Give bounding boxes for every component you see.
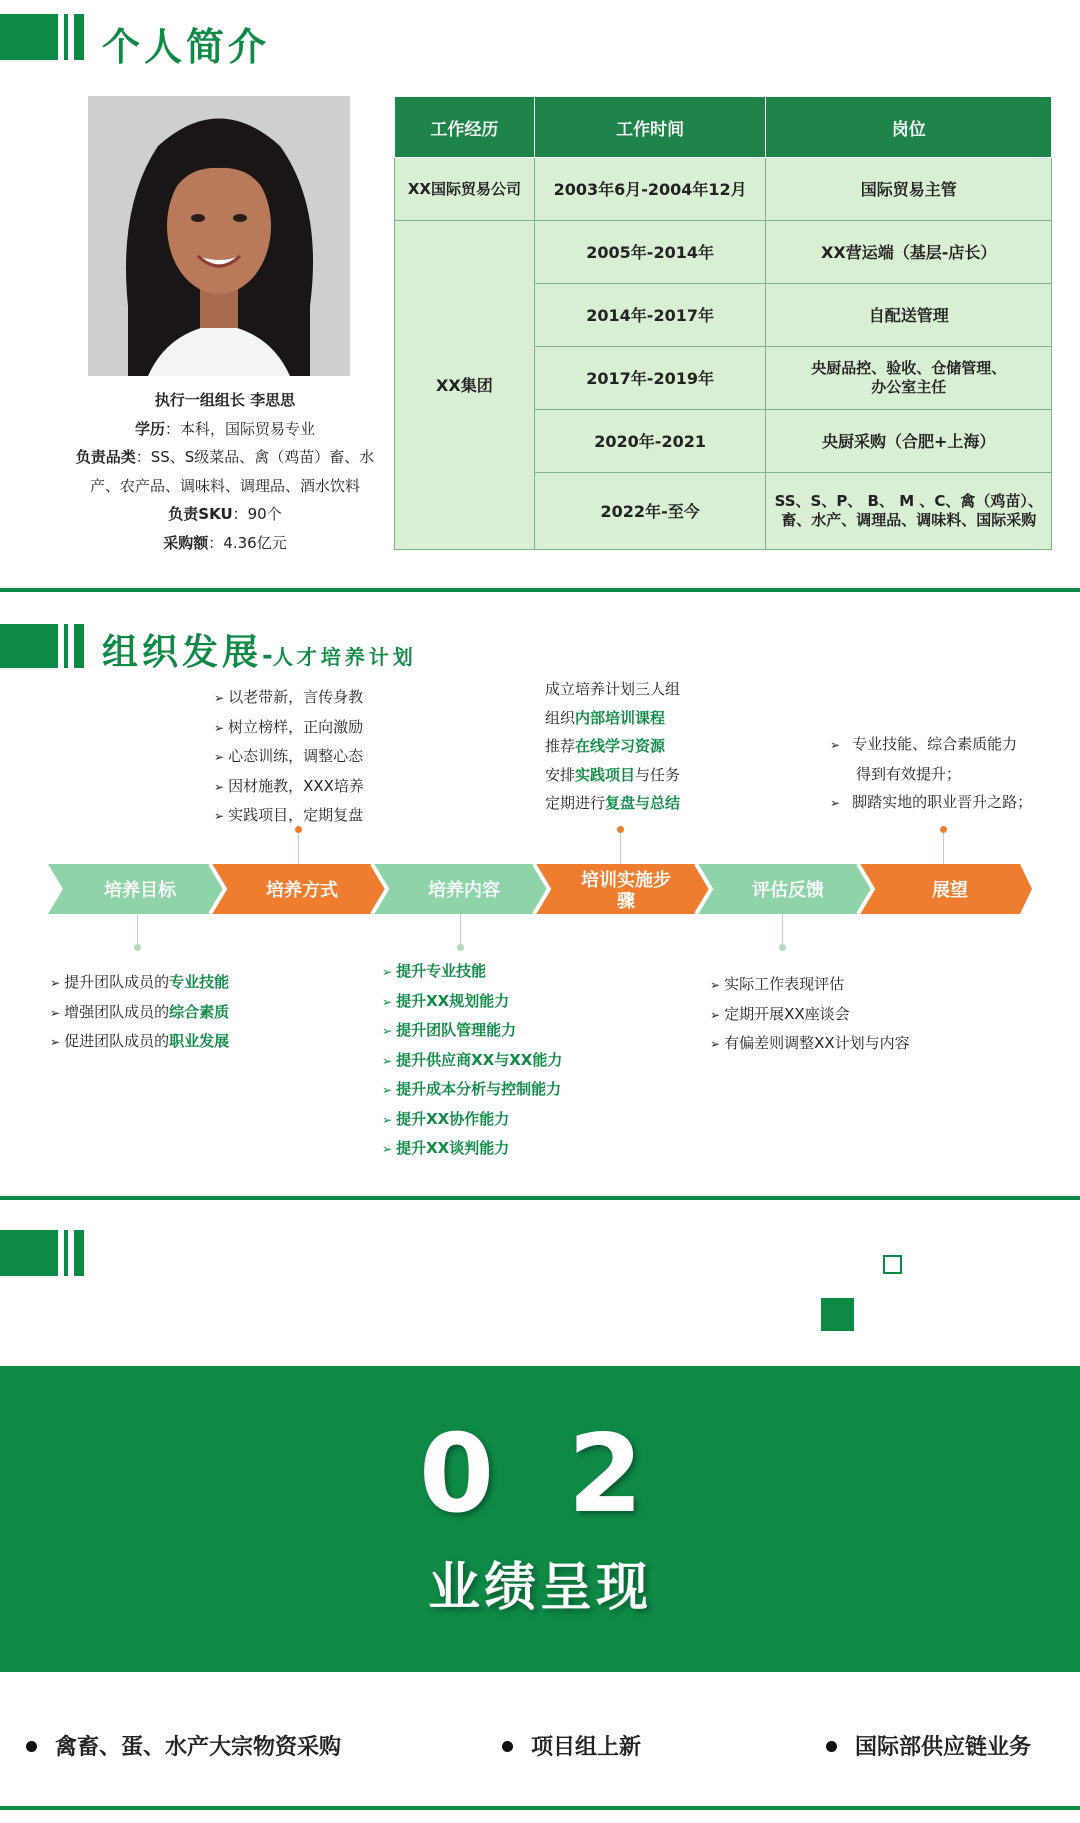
text-part: 与任务 <box>635 765 681 784</box>
connector-dot <box>940 826 947 833</box>
text-part: 推荐 <box>545 737 576 755</box>
arrow-icon: ➢ <box>710 1037 721 1051</box>
list-item-text: 提升XX规划能力 <box>396 991 510 1010</box>
section-title-profile: 个人简介 <box>102 25 271 69</box>
arrow-icon: ➢ <box>382 1112 393 1127</box>
time-cell: 2014年-2017年 <box>534 284 766 347</box>
section-header-bar-stripe <box>64 624 68 668</box>
list-item <box>545 789 680 818</box>
process-chevrons <box>48 864 1032 914</box>
post-line-2: 办公室主任 <box>871 378 947 396</box>
post-cell <box>766 473 1052 550</box>
list-item <box>214 742 364 772</box>
connector-line <box>460 914 461 948</box>
list-item-text: 脚踏实地的职业晋升之路； <box>852 793 1033 811</box>
list-item <box>545 761 680 790</box>
bullet-item <box>826 1730 1031 1761</box>
bottom-divider <box>0 1806 1080 1810</box>
implementation-list <box>545 675 680 818</box>
deco-square-filled <box>821 1298 854 1331</box>
outlook-list <box>830 730 1032 818</box>
arrow-icon: ➢ <box>214 720 225 735</box>
post-cell: XX营运端（基层-店长） <box>766 221 1052 284</box>
arrow-icon: ➢ <box>214 809 225 823</box>
step-label: 培养内容 <box>428 880 500 901</box>
section-divider <box>0 1196 1080 1200</box>
list-item <box>50 998 229 1028</box>
bullet-dot-icon <box>26 1741 37 1752</box>
arrow-icon: ➢ <box>50 976 61 990</box>
list-item-text: 提升专业技能 <box>396 962 487 980</box>
section-header-bar <box>0 14 58 60</box>
step-label-cont: 骤 <box>617 891 635 912</box>
list-item <box>214 801 364 831</box>
list-item <box>382 957 562 987</box>
section-header-bar-stripe <box>74 1230 84 1276</box>
list-item <box>382 1016 562 1046</box>
arrow-icon: ➢ <box>382 1053 393 1068</box>
connector-dot <box>295 826 302 833</box>
arrow-icon: ➢ <box>382 1083 393 1097</box>
post-cell: 自配送管理 <box>766 284 1052 347</box>
header-post: 岗位 <box>766 97 1052 158</box>
post-cell <box>766 347 1052 410</box>
bullet-dot-icon <box>502 1741 513 1752</box>
arrow-icon: ➢ <box>50 1005 61 1020</box>
step-label: 培养方式 <box>266 880 338 901</box>
step-label: 展望 <box>932 880 968 901</box>
list-item <box>830 730 1032 760</box>
post-line-2: 畜、水产、调理品、调味料、国际采购 <box>781 511 1037 529</box>
list-item-text: 实际工作表现评估 <box>724 975 845 993</box>
list-item-text: 定期开展XX座谈会 <box>724 1004 850 1023</box>
bullet-dot-icon <box>826 1741 837 1752</box>
time-cell: 2022年-至今 <box>534 473 766 550</box>
profile-info <box>60 386 390 557</box>
deco-square-outline <box>883 1255 902 1274</box>
arrow-icon: ➢ <box>830 796 841 810</box>
list-item <box>214 713 364 743</box>
list-item-text: 有偏差则调整XX计划与内容 <box>724 1034 910 1052</box>
chapter-title: 业绩呈现 <box>427 1558 652 1618</box>
list-item-text: 提升供应商XX与XX能力 <box>396 1050 563 1069</box>
list-item <box>382 1046 562 1076</box>
company-cell: XX国际贸易公司 <box>395 158 535 221</box>
step-label: 评估反馈 <box>752 880 824 901</box>
list-item-text: 提升成本分析与控制能力 <box>396 1080 562 1098</box>
bullet-text: 禽畜、蛋、水产大宗物资采购 <box>55 1735 342 1760</box>
bullet-item <box>26 1730 341 1761</box>
arrow-icon: ➢ <box>382 965 393 979</box>
highlight-text: 在线学习资源 <box>575 737 666 755</box>
list-item <box>50 968 229 998</box>
arrow-icon: ➢ <box>50 1035 61 1049</box>
amount-value: ：4.36亿元 <box>208 533 287 552</box>
list-item-text: 心态训练，调整心态 <box>228 747 364 765</box>
time-cell: 2003年6月-2004年12月 <box>534 158 766 221</box>
highlight-text: 内部培训课程 <box>575 708 666 727</box>
arrow-icon: ➢ <box>710 1007 721 1022</box>
section-header-bar <box>0 624 58 668</box>
list-item-text: 树立榜样，正向激励 <box>228 717 364 736</box>
list-item-text: 提升XX协作能力 <box>396 1109 510 1128</box>
list-item <box>50 1027 229 1057</box>
list-item <box>382 1105 562 1135</box>
text-part: 安排 <box>545 765 576 784</box>
connector-dot <box>134 944 141 951</box>
bullet-text: 项目组上新 <box>531 1735 642 1760</box>
content-list <box>382 957 562 1164</box>
list-item <box>382 1134 562 1164</box>
edu-label: 学历 <box>134 419 165 438</box>
sku-value: ：90个 <box>232 505 282 523</box>
time-cell: 2005年-2014年 <box>534 221 766 284</box>
list-item <box>710 970 910 1000</box>
list-item <box>214 772 364 802</box>
profile-name-line: 执行一组组长 李思思 <box>154 391 296 409</box>
list-item-text: 提升XX谈判能力 <box>396 1139 510 1157</box>
list-item <box>545 732 680 761</box>
highlight-text: 专业技能 <box>169 973 230 991</box>
highlight-text: 复盘与总结 <box>605 794 681 812</box>
sku-label: 负责SKU <box>168 505 233 523</box>
org-subtitle: 人才培养计划 <box>272 645 417 669</box>
time-cell: 2020年-2021 <box>534 410 766 473</box>
goal-list <box>50 968 229 1057</box>
method-list <box>214 683 364 831</box>
bullet-text: 国际部供应链业务 <box>855 1735 1032 1760</box>
list-item <box>830 760 1032 789</box>
connector-dot <box>457 944 464 951</box>
section-title-org <box>102 624 417 675</box>
connector-line <box>298 830 299 864</box>
connector-dot <box>779 944 786 951</box>
section-header-bar-stripe <box>74 14 84 60</box>
list-item-text: 专业技能、综合素质能力 <box>852 735 1018 753</box>
section-header-bar <box>0 1230 58 1276</box>
amount-label: 采购额 <box>163 533 209 552</box>
list-item <box>382 987 562 1017</box>
section-header-bar-stripe <box>64 14 68 60</box>
text-part: 成立培养计划三人组 <box>545 680 681 698</box>
arrow-icon: ➢ <box>710 978 721 992</box>
arrow-icon: ➢ <box>382 994 393 1009</box>
connector-line <box>782 914 783 948</box>
list-item <box>545 704 680 733</box>
text-part: 组织 <box>545 708 576 727</box>
list-item-text: 实践项目，定期复盘 <box>228 806 364 824</box>
category-value: ：SS、S级菜品、禽（鸡苗）畜、水 <box>135 448 375 466</box>
post-line-1: SS、S、P、 B、 M 、C、禽（鸡苗）、 <box>774 492 1043 510</box>
company-cell: XX集团 <box>395 221 535 550</box>
header-experience: 工作经历 <box>395 97 535 158</box>
bullet-item <box>502 1730 641 1761</box>
section-header-bar-stripe <box>64 1230 68 1276</box>
connector-line <box>620 830 621 864</box>
post-cell: 央厨采购（合肥+上海） <box>766 410 1052 473</box>
list-item <box>214 683 364 713</box>
time-cell: 2017年-2019年 <box>534 347 766 410</box>
text-part: 增强团队成员的 <box>64 1002 170 1021</box>
arrow-icon: ➢ <box>382 1142 393 1156</box>
arrow-icon: ➢ <box>214 779 225 794</box>
list-item <box>545 675 680 704</box>
profile-photo <box>88 96 350 376</box>
table-header-row <box>395 97 1052 158</box>
connector-dot <box>617 826 624 833</box>
highlight-text: 综合素质 <box>169 1002 230 1021</box>
list-item <box>710 1000 910 1030</box>
list-item <box>710 1029 910 1059</box>
experience-table <box>394 96 1052 550</box>
post-line-1: 央厨品控、验收、仓储管理、 <box>811 359 1007 377</box>
section-header-bar-stripe <box>74 624 84 668</box>
arrow-icon: ➢ <box>214 750 225 764</box>
header-time: 工作时间 <box>534 97 766 158</box>
section-divider <box>0 588 1080 592</box>
list-item-text: 得到有效提升； <box>856 764 962 783</box>
list-item-text: 以老带新，言传身教 <box>228 688 364 706</box>
step-label: 培养目标 <box>104 880 176 901</box>
org-title: 组织发展 <box>102 632 263 673</box>
text-part: 促进团队成员的 <box>64 1032 170 1050</box>
list-item-text: 因材施教，XXX培养 <box>228 776 364 795</box>
connector-line <box>943 830 944 864</box>
title-dash: - <box>262 641 273 671</box>
list-item <box>382 1075 562 1105</box>
arrow-icon: ➢ <box>214 691 225 705</box>
edu-value: ：本科，国际贸易专业 <box>165 419 316 438</box>
chapter-number: 0 2 <box>419 1412 661 1537</box>
text-part: 提升团队成员的 <box>64 973 170 991</box>
highlight-text: 实践项目 <box>575 765 636 784</box>
step-label: 培训实施步 <box>581 870 671 891</box>
list-item-text: 提升团队管理能力 <box>396 1021 517 1039</box>
table-row <box>395 221 1052 284</box>
feedback-list <box>710 970 910 1059</box>
category-label: 负责品类 <box>75 448 136 466</box>
text-part: 定期进行 <box>545 794 606 812</box>
list-item <box>830 788 1032 818</box>
post-cell: 国际贸易主管 <box>766 158 1052 221</box>
highlight-text: 职业发展 <box>169 1032 230 1050</box>
arrow-icon: ➢ <box>830 738 841 752</box>
table-row <box>395 158 1052 221</box>
connector-line <box>137 914 138 948</box>
category-value-cont: 产、农产品、调味料、调理品、酒水饮料 <box>89 476 360 495</box>
arrow-icon: ➢ <box>382 1024 393 1038</box>
